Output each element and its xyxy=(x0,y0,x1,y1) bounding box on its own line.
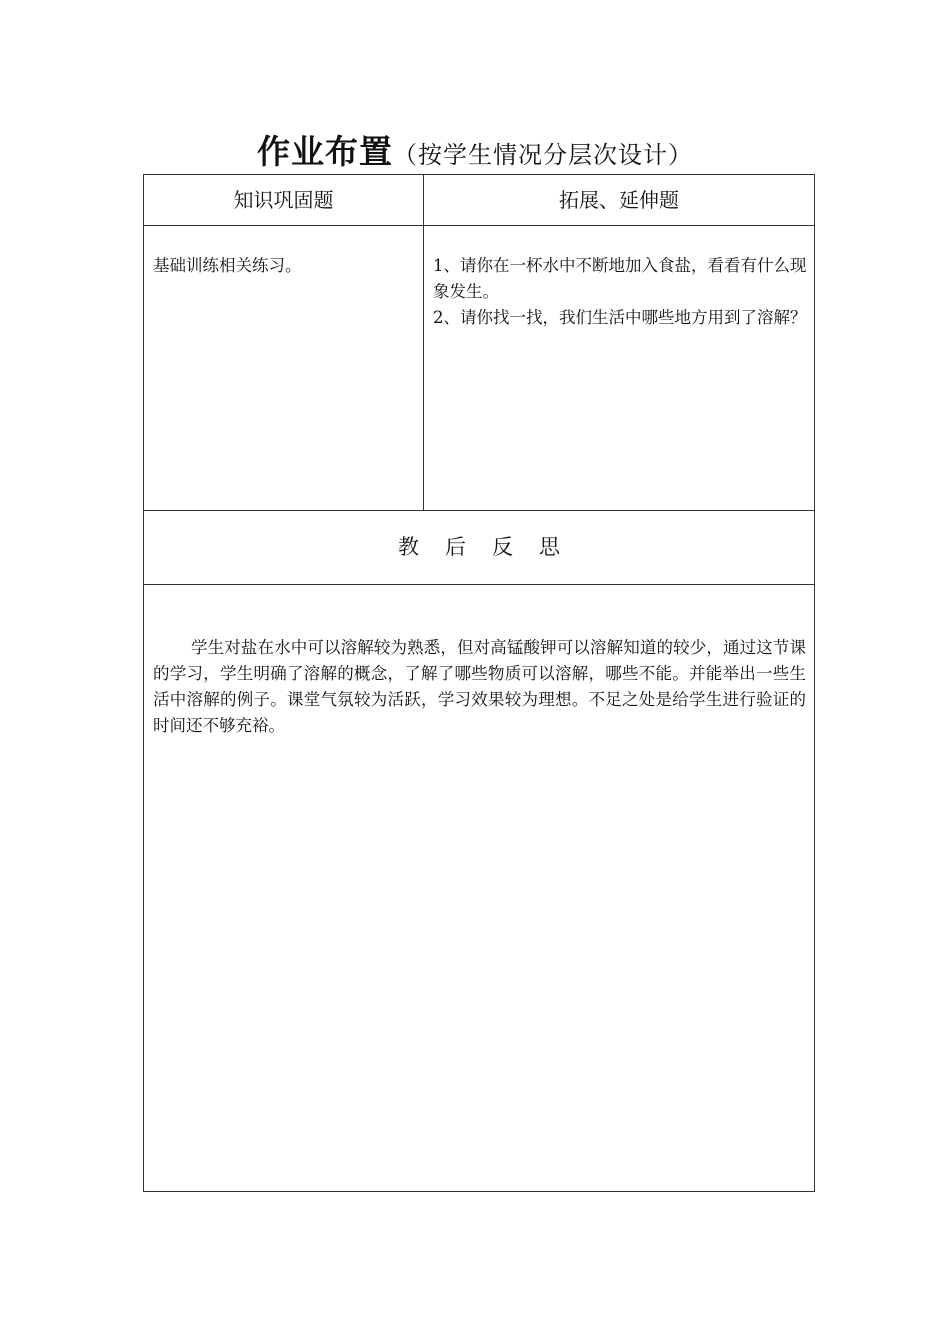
reflection-title-char: 后 xyxy=(445,535,466,559)
consolidation-text: 基础训练相关练习。 xyxy=(153,256,302,275)
row-divider-reflection-body xyxy=(144,584,814,585)
header-extension: 拓展、延伸题 xyxy=(559,188,679,212)
reflection-title xyxy=(144,511,814,583)
extension-item: 1、请你在一杯水中不断地加入食盐，看看有什么现象发生。 xyxy=(433,256,807,301)
title-main: 作业布置 xyxy=(257,132,393,171)
extension-cell xyxy=(433,253,807,331)
extension-item: 2、请你找一找，我们生活中哪些地方用到了溶解？ xyxy=(433,308,807,327)
row-divider-header xyxy=(144,225,814,226)
reflection-title-char: 反 xyxy=(492,535,513,559)
homework-table xyxy=(143,174,815,1192)
reflection-title-char: 思 xyxy=(539,535,560,559)
consolidation-cell xyxy=(153,253,415,279)
title-subtitle: （按学生情况分层次设计） xyxy=(393,141,693,169)
reflection-text: 学生对盐在水中可以溶解较为熟悉，但对高锰酸钾可以溶解知道的较少，通过这节课的学习，学生明确了溶解的概念，了解了哪些物质可以溶解，哪些不能。并能举出一些生活中溶解的例子。课堂气氛较为活跃，学习效果较为理想。不足之处是给学生进行验证的时间还不够充裕。 xyxy=(153,638,806,735)
header-consolidation: 知识巩固题 xyxy=(233,188,334,212)
reflection-title-char: 教 xyxy=(398,535,419,559)
column-divider xyxy=(423,175,424,510)
